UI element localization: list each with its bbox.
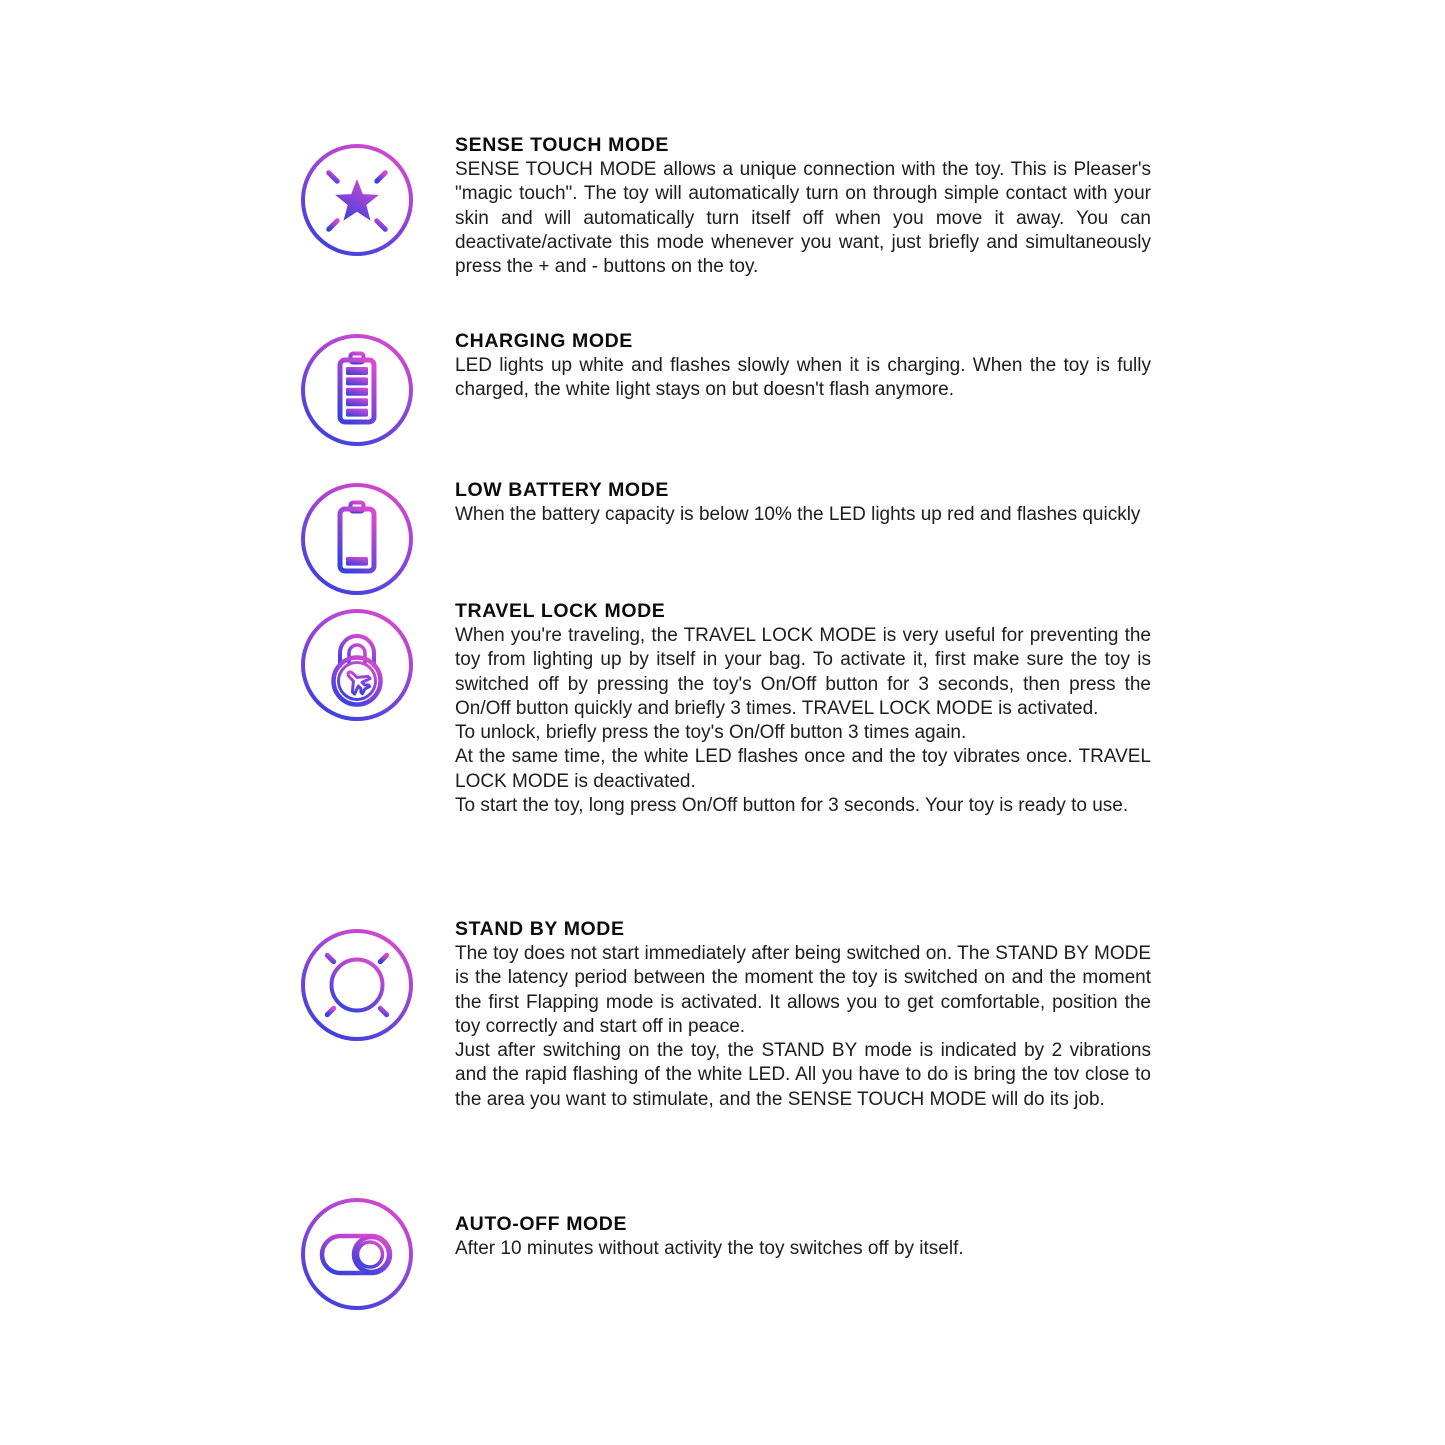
mode-heading: STAND BY MODE [455,918,625,940]
mode-heading: CHARGING MODE [455,330,633,352]
mode-paragraph: When you're traveling, the TRAVEL LOCK MODE is very useful for preventing the toy from lighting up by itself in your bag. To activate it, first make sure the toy is switched off by pressing the toy's On/Off button for 3 seconds, then press the On/Off button quickly and briefly 3 times. TRAVEL LOCK MODE is activated. [455,625,1151,719]
toggle-switch-icon [299,1196,415,1312]
mode-paragraph: When the battery capacity is below 10% the LED lights up red and flashes quickly [455,504,1141,525]
mode-paragraph: Just after switching on the toy, the STAND BY mode is indicated by 2 vibrations and the rapid flashing of the white LED. All you have to do is bring the tov close to the area you want to stimulate, and the SENSE TOUCH MODE will do its job. [455,1040,1151,1110]
mode-paragraph: SENSE TOUCH MODE allows a unique connection with the toy. This is Pleaser's "magic touch". The toy will automatically turn on through simple contact with your skin and will automatically turn itself off when you move it away. You can deactivate/activate this mode whenever you want, just briefly and simultaneously press the + and - buttons on the toy. [455,159,1151,278]
mode-heading: LOW BATTERY MODE [455,479,669,501]
standby-sun-icon [299,927,415,1043]
mode-paragraph: After 10 minutes without activity the toy switches off by itself. [455,1238,964,1259]
section-auto-off [455,1212,1151,1261]
mode-paragraph: The toy does not start immediately after being switched on. The STAND BY MODE is the latency period between the moment the toy is switched on and the moment the first Flapping mode is activated. It allows you to get comfortable, position the toy correctly and start off in peace. [455,943,1151,1037]
travel-lock-icon [299,607,415,723]
battery-low-icon [299,481,415,597]
section-stand-by [455,917,1151,1112]
mode-heading: SENSE TOUCH MODE [455,134,670,156]
battery-full-icon [299,332,415,448]
mode-heading: AUTO-OFF MODE [455,1213,628,1235]
mode-heading: TRAVEL LOCK MODE [455,600,666,622]
section-travel-lock [455,599,1151,818]
section-charging [455,329,1151,403]
section-low-battery [455,478,1151,527]
star-burst-icon [299,142,415,258]
mode-paragraph: At the same time, the white LED flashes once and the toy vibrates once. TRAVEL LOCK MODE is deactivated. [455,746,1151,792]
section-sense-touch [455,133,1151,279]
mode-paragraph: To unlock, briefly press the toy's On/Off button 3 times again. [455,722,967,744]
mode-paragraph: LED lights up white and flashes slowly when it is charging. When the toy is fully charged, the white light stays on but doesn't flash anymore. [455,355,1151,401]
mode-paragraph: To start the toy, long press On/Off button for 3 seconds. Your toy is ready to use. [455,795,1129,817]
